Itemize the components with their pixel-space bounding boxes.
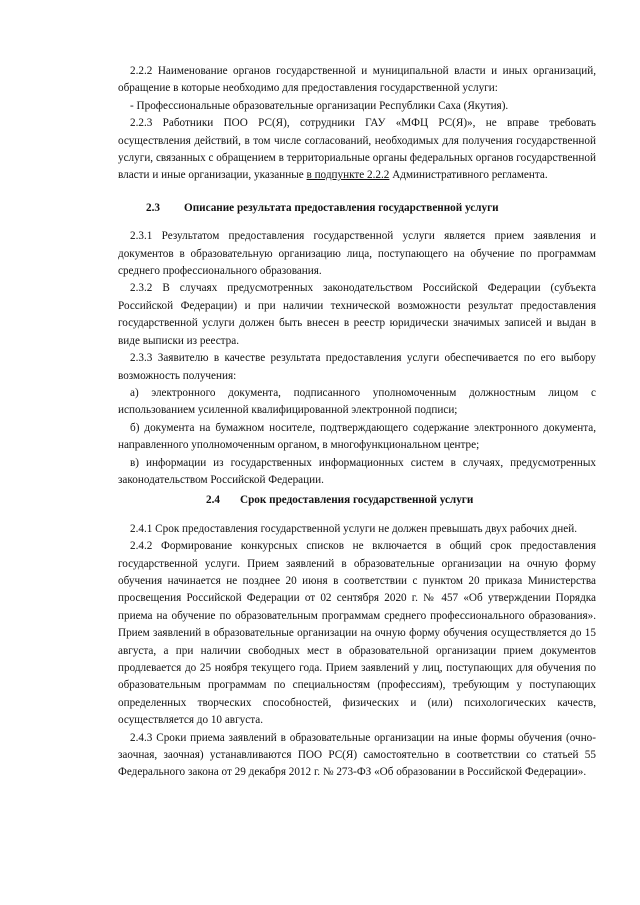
list-item-a: а) электронного документа, подписанного уполномоченным должностным лицом с использованием усиленной квалифицированной электронной подписи;	[118, 386, 596, 417]
section-number: 2.3	[146, 201, 160, 214]
list-item-c: в) информации из государственных информационных систем в случаях, предусмотренных законодательством Российской Федерации.	[118, 456, 596, 486]
paragraph-2-4-1: 2.4.1 Срок предоставления государственной услуги не должен превышать двух рабочих дней.	[130, 522, 578, 535]
subclause-reference-link: в подпункте 2.2.2	[306, 169, 390, 182]
section-title: Срок предоставления государственной услуги	[240, 494, 474, 507]
section-title: Описание результата предоставления государственной услуги	[184, 201, 499, 214]
document-page	[118, 63, 596, 782]
paragraph-2-3-2: 2.3.2 В случаях предусмотренных законодательством Российской Федерации (субъекта Российской Федерации) и при наличии технической возможности результат предоставления государственной услуги должен быть внесен в реестр юридически значимых записей и выдан в виде выписки из реестра.	[118, 282, 596, 347]
paragraph-2-3-3: 2.3.3 Заявителю в качестве результата предоставления услуги обеспечивается по его выбору возможность получения:	[118, 352, 596, 382]
paragraph-2-2-2: 2.2.2 Наименование органов государственной и муниципальной власти и иных организаций, обращение в которые необходимо для предоставления государственной услуги:	[118, 65, 596, 95]
paragraph-2-2-3	[118, 115, 596, 185]
section-number: 2.4	[206, 494, 220, 507]
paragraph-2-4-3: 2.4.3 Сроки приема заявлений в образовательные организации на иные формы обучения (очно-заочная, заочная) устанавливаются ПОО РС(Я) самостоятельно в соответствии со статьей 55 Федерального закона от 29 декабря 2012 г. № 273-ФЗ «Об образовании в Российской Федерации».	[118, 731, 596, 779]
paragraph-2-2-3-end: Административного регламента.	[389, 169, 548, 182]
paragraph-2-3-1: 2.3.1 Результатом предоставления государственной услуги является прием заявления и документов в образовательную организацию лица, поступающего на обучение по программам среднего профессионального образования.	[118, 230, 596, 278]
list-item-b: б) документа на бумажном носителе, подтверждающего содержание электронного документа, направленного уполномоченным органом, в многофункциональном центре;	[118, 421, 596, 452]
section-heading-2-3	[118, 200, 596, 217]
section-heading-2-4	[118, 492, 596, 509]
paragraph-2-2-2-item: - Профессиональные образовательные организации Республики Саха (Якутия).	[130, 99, 509, 112]
paragraph-2-2-3-text: 2.2.3 Работники ПОО РС(Я), сотрудники ГАУ «МФЦ РС(Я)», не вправе требовать осуществления действий, в том числе согласований, необходимых для получения государственной услуги, связанных с обращением в территориальные органы федеральных органов государственной власти и иные организации, указанные	[118, 117, 596, 182]
paragraph-2-4-2: 2.4.2 Формирование конкурсных списков не включается в общий срок предоставления государственной услуги. Прием заявлений в образовательные организации на очную форму обучения начинается не позднее 20 июня в соответствии с пунктом 20 приказа Министерства просвещения Российской Федерации от 02 сентября 2020 г. № 457 «Об утверждении Порядка приема на обучение по образовательным программам среднего профессионального образования». Прием заявлений в образовательные организации на очную форму обучения осуществляется до 15 августа, а при наличии свободных мест в образовательной организации прием документов продлевается до 25 ноября текущего года. Прием заявлений у лиц, поступающих для обучения по образовательным программам по специальностям (профессиям), требующим у поступающих определенных творческих способностей, физических и (или) психологических качеств, осуществляется до 10 августа.	[118, 540, 596, 727]
